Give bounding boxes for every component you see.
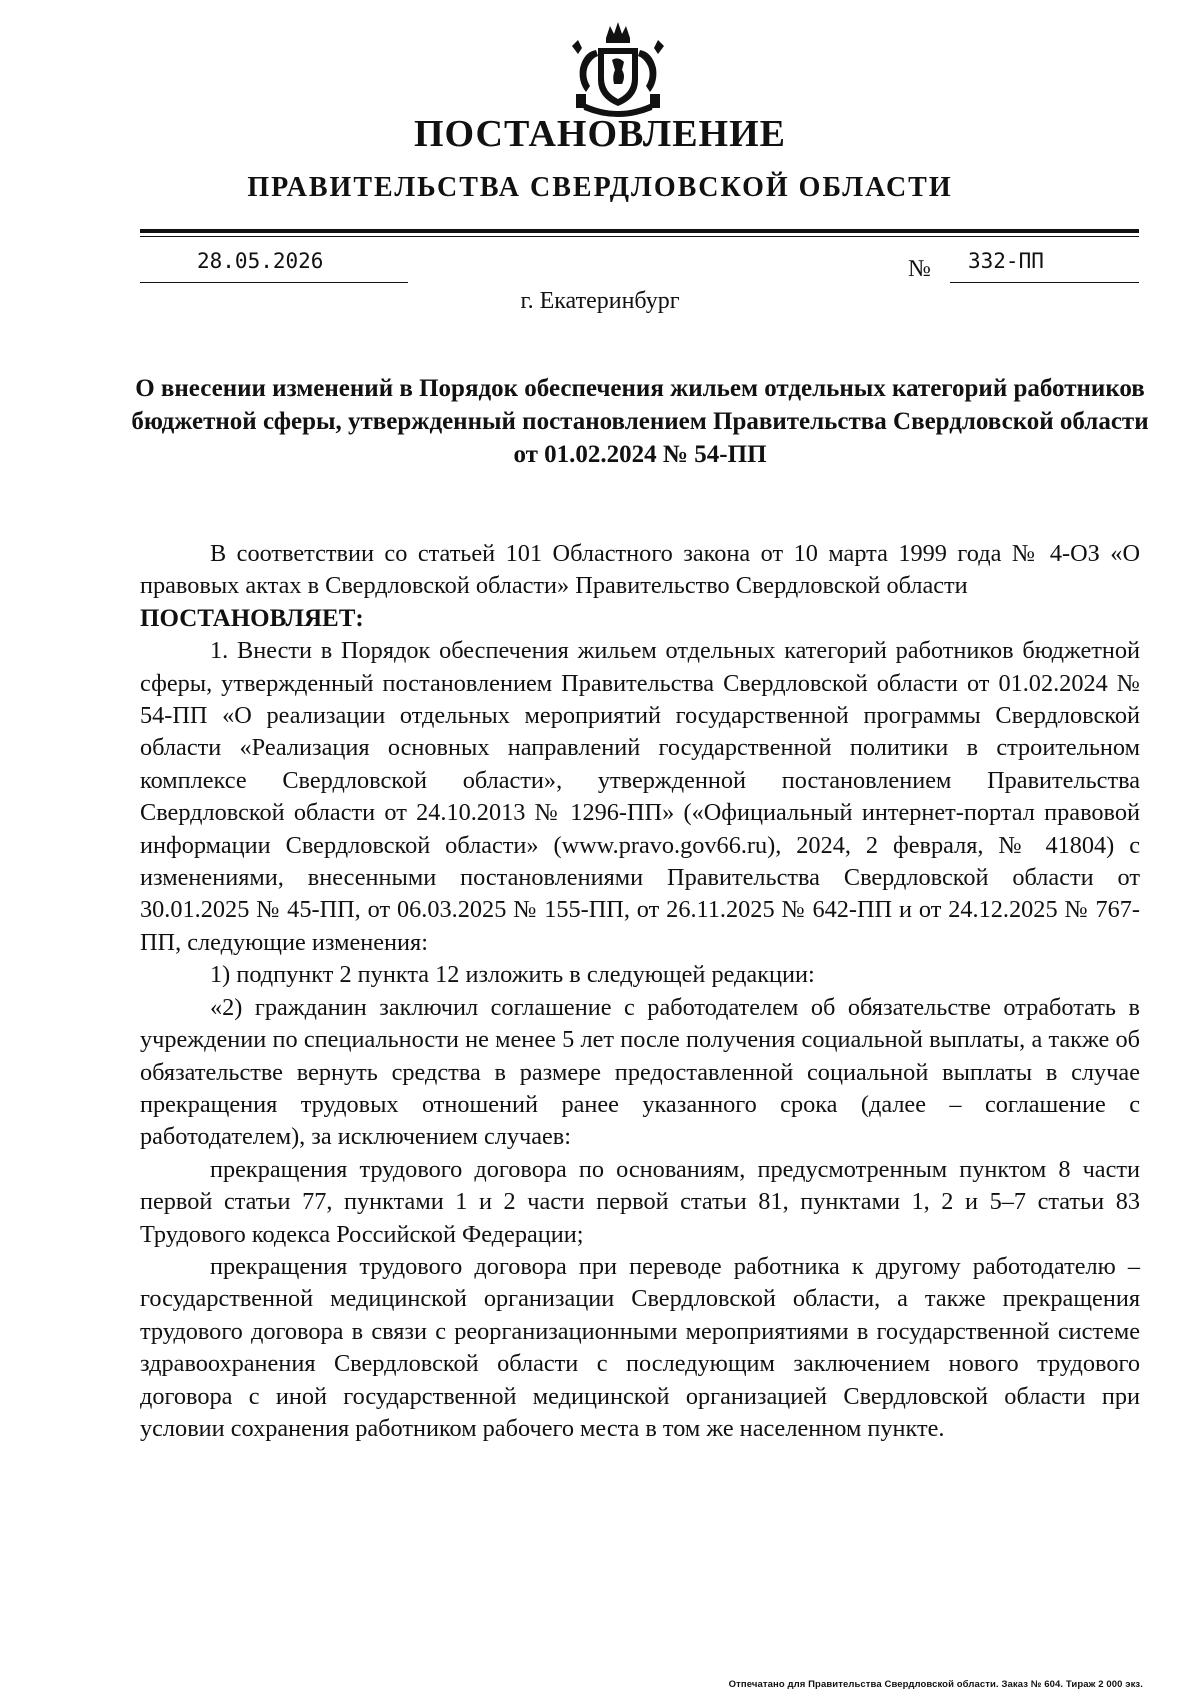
document-subtitle: ПРАВИТЕЛЬСТВА СВЕРДЛОВСКОЙ ОБЛАСТИ (247, 172, 953, 203)
paragraph-4: прекращения трудового договора по основаниям, предусмотренным пунктом 8 части первой статьи 77, пунктами 1 и 2 части первой статьи 81, пунктами 1, 2 и 5–7 статьи 83 Трудового кодекса Российской Федерации; (140, 1155, 1140, 1248)
print-footer: Отпечатано для Правительства Свердловской области. Заказ № 604. Тираж 2 000 экз. (728, 1679, 1143, 1690)
preamble-paragraph: В соответствии со статьей 101 Областного закона от 10 марта 1999 года № 4-ОЗ «О правовых актах в Свердловской области» Правительство Свердловской области (140, 540, 1140, 600)
header-divider-thin (140, 236, 1139, 237)
decree-heading: ПОСТАНОВЛЯЕТ: (140, 604, 364, 632)
document-subject: О внесении изменений в Порядок обеспечения жильем отдельных категорий работников бюджетной сферы, утвержденный постановлением Правительства Свердловской области от 01.02.2024 № 54-ПП (131, 375, 1149, 468)
paragraph-1: 1. Внести в Порядок обеспечения жильем отдельных категорий работников бюджетной сферы, утвержденный постановлением Правительства Свердловской области от 01.02.2024 № 54-ПП «О реализации отдельных мероприятий государственной программы Свердловской области «Реализация основных направлений государственной политики в строительном комплексе Свердловской области», утвержденной постановлением Правительства Свердловской области от 24.10.2013 № 1296-ПП» («Официальный интернет-портал правовой информации Свердловской области» (www.pravo.gov66.ru), 2024, 2 февраля, № 41804) с изменениями, внесенными постановлениями Правительства Свердловской области от 30.01.2025 № 45-ПП, от 06.03.2025 № 155-ПП, от 26.11.2025 № 642-ПП и от 24.12.2025 № 767-ПП, следующие изменения: (140, 637, 1140, 956)
document-body (140, 538, 1140, 1445)
header-divider-thick (140, 229, 1139, 233)
document-city: г. Екатеринбург (520, 288, 680, 314)
document-title: ПОСТАНОВЛЕНИЕ (413, 113, 787, 155)
document-number: 332-ПП (968, 249, 1044, 273)
paragraph-3: «2) гражданин заключил соглашение с работодателем об обязательстве отработать в учреждении по специальности не менее 5 лет после получения социальной выплаты, а также об обязательстве вернуть средства в размере предоставленной социальной выплаты в случае прекращения трудовых отношений ранее указанного срока (далее – соглашение с работодателем), за исключением случаев: (140, 993, 1140, 1151)
date-underline (140, 282, 408, 283)
number-underline (950, 282, 1139, 283)
document-date: 28.05.2026 (197, 249, 324, 273)
paragraph-2: 1) подпункт 2 пункта 12 изложить в следующей редакции: (210, 961, 815, 989)
coat-of-arms-icon (568, 20, 668, 118)
number-sign: № (908, 256, 931, 282)
paragraph-5: прекращения трудового договора при переводе работника к другому работодателю – государственной медицинской организации Свердловской области, а также прекращения трудового договора в связи с реорганизационными мероприятиями в государственной системе здравоохранения Свердловской области с последующим заключением нового трудового договора с иной государственной медицинской организацией Свердловской области при условии сохранения работником рабочего места в том же населенном пункте. (140, 1252, 1140, 1442)
